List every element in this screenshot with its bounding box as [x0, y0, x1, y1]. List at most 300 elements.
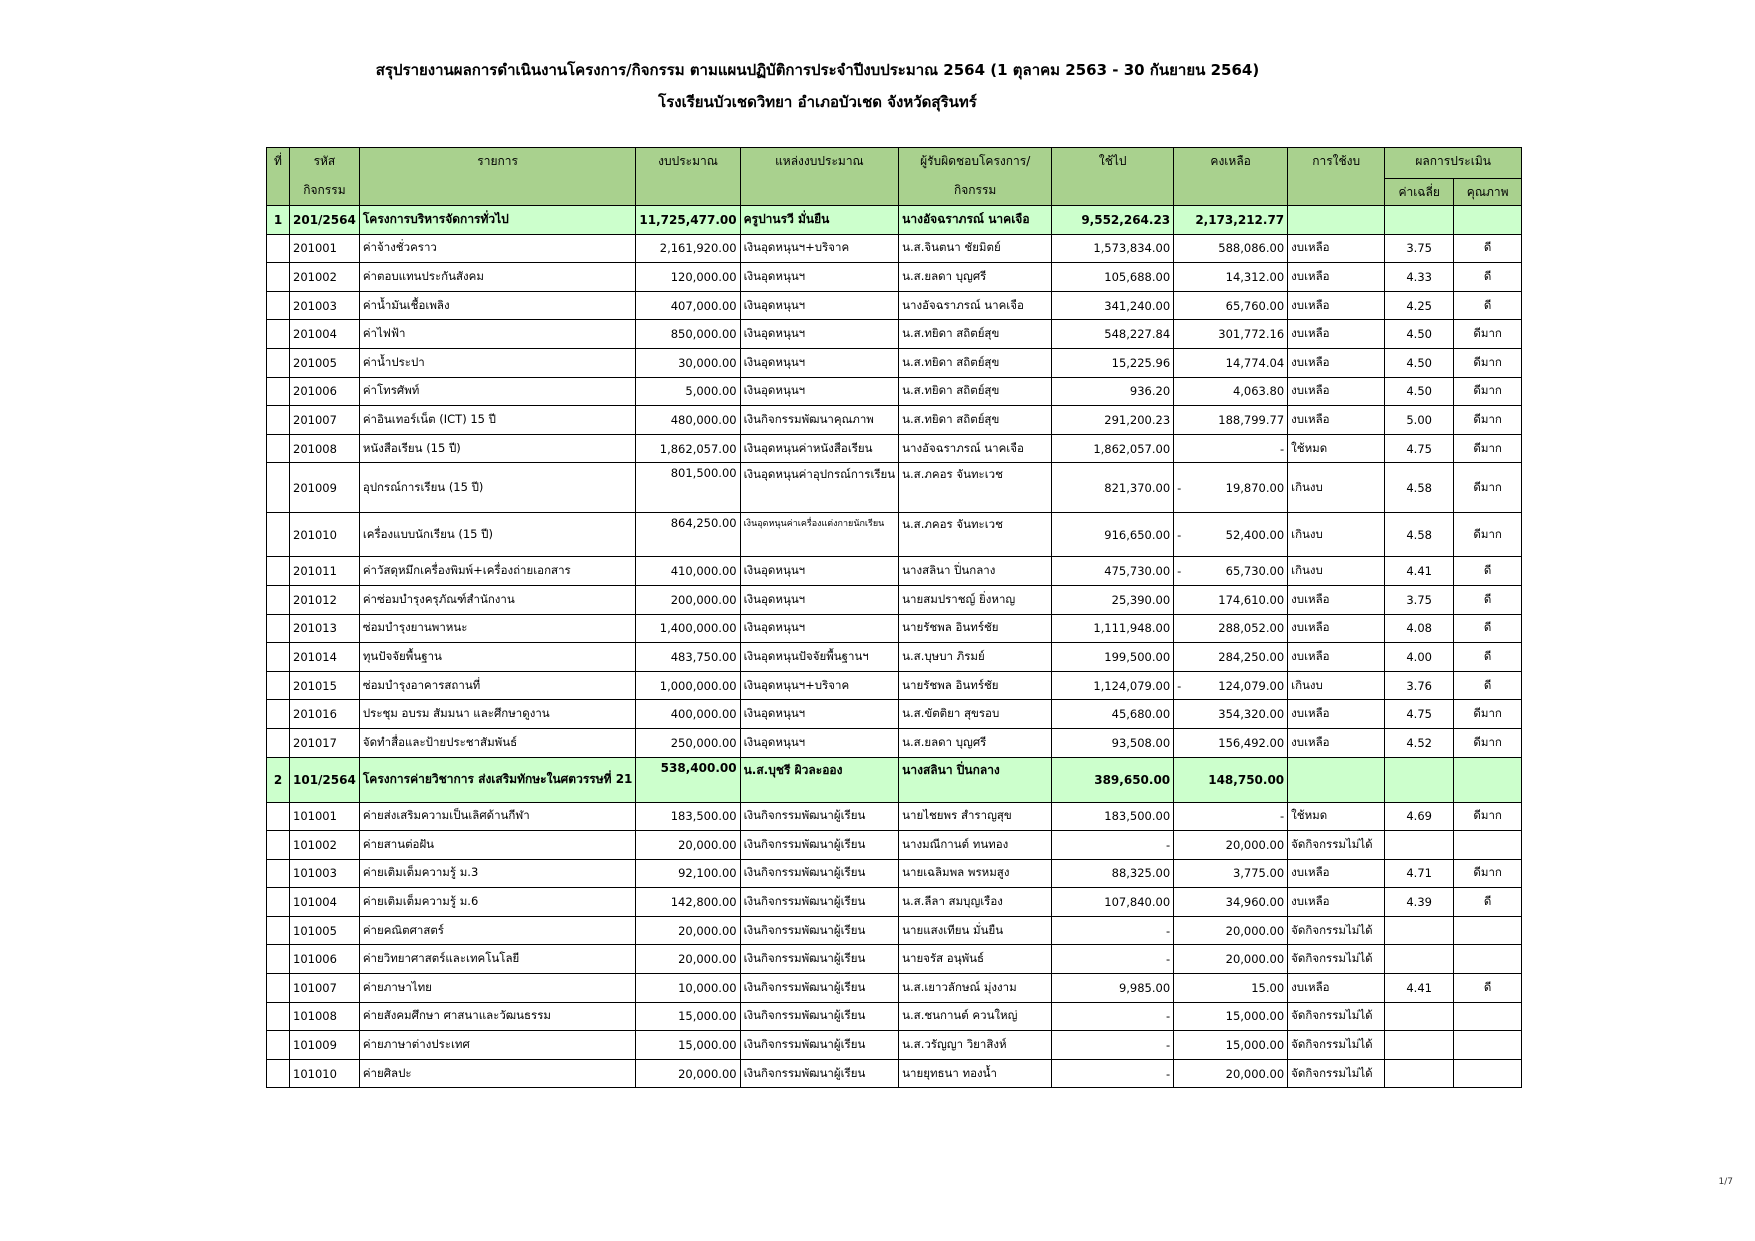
- table-row: [267, 831, 1522, 860]
- cell-budget: 801,500.00: [636, 463, 740, 513]
- cell-budget: 20,000.00: [636, 916, 740, 945]
- cell-quality: [1454, 1002, 1522, 1031]
- cell-item: เครื่องแบบนักเรียน (15 ปี): [359, 513, 636, 557]
- cell-source: เงินอุดหนุนฯ: [740, 263, 899, 292]
- table-row: [267, 234, 1522, 263]
- cell-spent: 88,325.00: [1052, 859, 1174, 888]
- cell-no: [267, 377, 290, 406]
- cell-no: [267, 888, 290, 917]
- cell-remain: 15,000.00: [1174, 1031, 1288, 1060]
- cell-item: อุปกรณ์การเรียน (15 ปี): [359, 463, 636, 513]
- cell-avg: [1385, 916, 1454, 945]
- cell-avg: 4.58: [1385, 463, 1454, 513]
- cell-usage: งบเหลือ: [1288, 643, 1385, 672]
- header-budget: งบประมาณ: [636, 148, 740, 206]
- cell-remain: 288,052.00: [1174, 614, 1288, 643]
- cell-item: ซ่อมบำรุงอาคารสถานที่: [359, 671, 636, 700]
- cell-usage: จัดกิจกรรมไม่ได้: [1288, 1031, 1385, 1060]
- cell-quality: [1454, 206, 1522, 235]
- cell-owner: นายแสงเทียน มั่นยืน: [899, 916, 1052, 945]
- cell-avg: 4.25: [1385, 291, 1454, 320]
- cell-budget: 15,000.00: [636, 1031, 740, 1060]
- cell-quality: ดีมาก: [1454, 348, 1522, 377]
- cell-remain: 188,799.77: [1174, 406, 1288, 435]
- cell-budget: 142,800.00: [636, 888, 740, 917]
- cell-budget: 864,250.00: [636, 513, 740, 557]
- cell-owner: น.ส.ชนกานต์ ควนใหญ่: [899, 1002, 1052, 1031]
- cell-no: [267, 557, 290, 586]
- cell-usage: งบเหลือ: [1288, 406, 1385, 435]
- cell-quality: ดี: [1454, 585, 1522, 614]
- cell-spent: 1,111,948.00: [1052, 614, 1174, 643]
- cell-spent: 199,500.00: [1052, 643, 1174, 672]
- cell-code: 201002: [290, 263, 360, 292]
- table-row: [267, 974, 1522, 1003]
- cell-source: เงินกิจกรรมพัฒนาผู้เรียน: [740, 945, 899, 974]
- cell-quality: ดี: [1454, 888, 1522, 917]
- cell-owner: นายเฉลิมพล พรหมสูง: [899, 859, 1052, 888]
- cell-remain: 3,775.00: [1174, 859, 1288, 888]
- cell-remain: 354,320.00: [1174, 700, 1288, 729]
- table-row: [267, 757, 1522, 802]
- cell-avg: 4.00: [1385, 643, 1454, 672]
- cell-source: เงินอุดหนุนค่าเครื่องแต่งกายนักเรียน: [740, 513, 899, 557]
- cell-source: เงินอุดหนุนปัจจัยพื้นฐานฯ: [740, 643, 899, 672]
- cell-item: ค่ายภาษาต่างประเทศ: [359, 1031, 636, 1060]
- cell-quality: [1454, 1059, 1522, 1088]
- cell-source: เงินอุดหนุนฯ: [740, 614, 899, 643]
- cell-quality: ดีมาก: [1454, 859, 1522, 888]
- cell-no: [267, 831, 290, 860]
- cell-code: 201011: [290, 557, 360, 586]
- cell-avg: 4.41: [1385, 974, 1454, 1003]
- cell-item: หนังสือเรียน (15 ปี): [359, 434, 636, 463]
- cell-no: [267, 671, 290, 700]
- cell-no: [267, 463, 290, 513]
- cell-quality: ดีมาก: [1454, 802, 1522, 831]
- cell-remain: 14,312.00: [1174, 263, 1288, 292]
- cell-code: 101005: [290, 916, 360, 945]
- header-source: แหล่งงบประมาณ: [740, 148, 899, 206]
- cell-avg: 5.00: [1385, 406, 1454, 435]
- header-no: ที่: [267, 148, 290, 206]
- project-report-table: [266, 147, 1522, 1088]
- cell-usage: จัดกิจกรรมไม่ได้: [1288, 916, 1385, 945]
- table-row: [267, 916, 1522, 945]
- cell-spent: 1,862,057.00: [1052, 434, 1174, 463]
- cell-spent: -: [1052, 916, 1174, 945]
- cell-code: 101006: [290, 945, 360, 974]
- cell-item: ค่าน้ำประปา: [359, 348, 636, 377]
- cell-usage: ใช้หมด: [1288, 434, 1385, 463]
- cell-remain: -: [1174, 802, 1288, 831]
- cell-usage: งบเหลือ: [1288, 888, 1385, 917]
- cell-no: [267, 263, 290, 292]
- cell-code: 201006: [290, 377, 360, 406]
- page-number: 1/7: [1718, 1177, 1733, 1187]
- cell-spent: 183,500.00: [1052, 802, 1174, 831]
- cell-avg: [1385, 1002, 1454, 1031]
- cell-budget: 183,500.00: [636, 802, 740, 831]
- cell-source: เงินอุดหนุนฯ+บริจาค: [740, 671, 899, 700]
- table-row: [267, 700, 1522, 729]
- cell-no: [267, 348, 290, 377]
- cell-budget: 20,000.00: [636, 831, 740, 860]
- cell-owner: นางสลินา ปิ่นกลาง: [899, 557, 1052, 586]
- cell-usage: จัดกิจกรรมไม่ได้: [1288, 945, 1385, 974]
- cell-owner: น.ส.ทยิดา สถิตย์สุข: [899, 406, 1052, 435]
- cell-budget: 850,000.00: [636, 320, 740, 349]
- cell-quality: [1454, 757, 1522, 802]
- cell-spent: 548,227.84: [1052, 320, 1174, 349]
- cell-code: 101004: [290, 888, 360, 917]
- cell-code: 201013: [290, 614, 360, 643]
- cell-no: [267, 945, 290, 974]
- cell-avg: 3.75: [1385, 234, 1454, 263]
- cell-code: 201010: [290, 513, 360, 557]
- cell-usage: งบเหลือ: [1288, 728, 1385, 757]
- cell-spent: 107,840.00: [1052, 888, 1174, 917]
- cell-quality: ดี: [1454, 234, 1522, 263]
- cell-owner: น.ส.ภคอร จันทะเวช: [899, 463, 1052, 513]
- cell-code: 201008: [290, 434, 360, 463]
- cell-quality: ดีมาก: [1454, 700, 1522, 729]
- school-name: โรงเรียนบัวเชดวิทยา อำเภอบัวเชด จังหวัดสุรินทร์: [658, 93, 977, 111]
- cell-code: 201015: [290, 671, 360, 700]
- cell-item: โครงการค่ายวิชาการ ส่งเสริมทักษะในศตวรรษที่ 21: [359, 757, 636, 802]
- cell-remain: 20,000.00: [1174, 945, 1288, 974]
- cell-item: ค่าไฟฟ้า: [359, 320, 636, 349]
- cell-quality: [1454, 945, 1522, 974]
- cell-owner: น.ส.ทยิดา สถิตย์สุข: [899, 377, 1052, 406]
- cell-avg: [1385, 831, 1454, 860]
- cell-spent: 45,680.00: [1052, 700, 1174, 729]
- negative-sign: -: [1177, 527, 1182, 542]
- cell-remain: 15.00: [1174, 974, 1288, 1003]
- negative-sign: -: [1177, 564, 1182, 579]
- cell-source: เงินกิจกรรมพัฒนาผู้เรียน: [740, 974, 899, 1003]
- cell-no: [267, 859, 290, 888]
- cell-remain: - 124,079.00: [1174, 671, 1288, 700]
- cell-source: เงินอุดหนุนค่าอุปกรณ์การเรียน: [740, 463, 899, 513]
- cell-owner: น.ส.เยาวลักษณ์ มุ่งงาม: [899, 974, 1052, 1003]
- header-eval: ผลการประเมิน: [1385, 148, 1522, 179]
- cell-quality: ดีมาก: [1454, 463, 1522, 513]
- cell-remain: - 19,870.00: [1174, 463, 1288, 513]
- cell-source: เงินกิจกรรมพัฒนาผู้เรียน: [740, 888, 899, 917]
- table-row: [267, 643, 1522, 672]
- cell-spent: 821,370.00: [1052, 463, 1174, 513]
- cell-item: ทุนปัจจัยพื้นฐาน: [359, 643, 636, 672]
- cell-remain: 14,774.04: [1174, 348, 1288, 377]
- cell-quality: ดี: [1454, 291, 1522, 320]
- cell-spent: 341,240.00: [1052, 291, 1174, 320]
- table-body: [267, 206, 1522, 1088]
- cell-usage: [1288, 206, 1385, 235]
- cell-usage: เกินงบ: [1288, 463, 1385, 513]
- negative-sign: -: [1177, 678, 1182, 693]
- cell-avg: 4.50: [1385, 320, 1454, 349]
- cell-item: ค่ายเติมเต็มความรู้ ม.6: [359, 888, 636, 917]
- cell-item: จัดทำสื่อและป้ายประชาสัมพันธ์: [359, 728, 636, 757]
- cell-spent: -: [1052, 1002, 1174, 1031]
- cell-code: 201012: [290, 585, 360, 614]
- cell-source: เงินอุดหนุนฯ: [740, 377, 899, 406]
- cell-budget: 120,000.00: [636, 263, 740, 292]
- cell-item: ประชุม อบรม สัมมนา และศึกษาดูงาน: [359, 700, 636, 729]
- cell-no: [267, 643, 290, 672]
- cell-budget: 92,100.00: [636, 859, 740, 888]
- cell-owner: นางอัจฉราภรณ์ นาคเจือ: [899, 291, 1052, 320]
- cell-spent: -: [1052, 831, 1174, 860]
- cell-avg: 3.75: [1385, 585, 1454, 614]
- cell-budget: 250,000.00: [636, 728, 740, 757]
- cell-source: เงินอุดหนุนค่าหนังสือเรียน: [740, 434, 899, 463]
- cell-remain: 588,086.00: [1174, 234, 1288, 263]
- cell-remain: 20,000.00: [1174, 916, 1288, 945]
- table-row: [267, 206, 1522, 235]
- cell-item: ค่าซ่อมบำรุงครุภัณฑ์สำนักงาน: [359, 585, 636, 614]
- cell-usage: งบเหลือ: [1288, 320, 1385, 349]
- cell-owner: นายจรัส อนุพันธ์: [899, 945, 1052, 974]
- cell-avg: 3.76: [1385, 671, 1454, 700]
- cell-usage: เกินงบ: [1288, 671, 1385, 700]
- cell-usage: งบเหลือ: [1288, 614, 1385, 643]
- cell-code: 201003: [290, 291, 360, 320]
- cell-owner: นายรัชพล อินทร์ชัย: [899, 614, 1052, 643]
- table-row: [267, 802, 1522, 831]
- cell-quality: ดีมาก: [1454, 728, 1522, 757]
- cell-budget: 20,000.00: [636, 1059, 740, 1088]
- cell-spent: 105,688.00: [1052, 263, 1174, 292]
- cell-spent: -: [1052, 1059, 1174, 1088]
- cell-code: 101007: [290, 974, 360, 1003]
- cell-spent: 475,730.00: [1052, 557, 1174, 586]
- cell-avg: 4.41: [1385, 557, 1454, 586]
- cell-usage: งบเหลือ: [1288, 585, 1385, 614]
- cell-budget: 20,000.00: [636, 945, 740, 974]
- cell-spent: -: [1052, 1031, 1174, 1060]
- cell-no: [267, 700, 290, 729]
- cell-code: 101001: [290, 802, 360, 831]
- cell-no: [267, 585, 290, 614]
- cell-source: เงินอุดหนุนฯ: [740, 585, 899, 614]
- cell-source: เงินอุดหนุนฯ+บริจาค: [740, 234, 899, 263]
- cell-budget: 2,161,920.00: [636, 234, 740, 263]
- cell-code: 101/2564: [290, 757, 360, 802]
- cell-avg: 4.52: [1385, 728, 1454, 757]
- cell-quality: ดีมาก: [1454, 377, 1522, 406]
- cell-code: 101002: [290, 831, 360, 860]
- header-spent: ใช้ไป: [1052, 148, 1174, 206]
- cell-usage: จัดกิจกรรมไม่ได้: [1288, 831, 1385, 860]
- cell-usage: เกินงบ: [1288, 557, 1385, 586]
- table-row: [267, 348, 1522, 377]
- cell-avg: [1385, 757, 1454, 802]
- cell-code: 101009: [290, 1031, 360, 1060]
- cell-avg: [1385, 945, 1454, 974]
- cell-spent: 25,390.00: [1052, 585, 1174, 614]
- cell-owner: นางมณีกานต์ ทนทอง: [899, 831, 1052, 860]
- cell-owner: น.ส.ขัตติยา สุขรอบ: [899, 700, 1052, 729]
- cell-owner: นางสลินา ปิ่นกลาง: [899, 757, 1052, 802]
- table-row: [267, 585, 1522, 614]
- cell-budget: 5,000.00: [636, 377, 740, 406]
- cell-source: เงินกิจกรรมพัฒนาคุณภาพ: [740, 406, 899, 435]
- cell-source: เงินอุดหนุนฯ: [740, 700, 899, 729]
- cell-quality: ดี: [1454, 263, 1522, 292]
- cell-code: 201016: [290, 700, 360, 729]
- cell-item: ค่าจ้างชั่วคราว: [359, 234, 636, 263]
- cell-quality: ดี: [1454, 557, 1522, 586]
- cell-code: 201/2564: [290, 206, 360, 235]
- table-row: [267, 557, 1522, 586]
- cell-spent: 389,650.00: [1052, 757, 1174, 802]
- cell-quality: ดีมาก: [1454, 434, 1522, 463]
- cell-usage: งบเหลือ: [1288, 859, 1385, 888]
- header-avg: ค่าเฉลี่ย: [1385, 179, 1454, 206]
- cell-item: ค่าอินเทอร์เน็ต (ICT) 15 ปี: [359, 406, 636, 435]
- cell-code: 201007: [290, 406, 360, 435]
- cell-item: ค่ายคณิตศาสตร์: [359, 916, 636, 945]
- cell-owner: น.ส.ภคอร จันทะเวช: [899, 513, 1052, 557]
- cell-no: [267, 614, 290, 643]
- cell-source: เงินกิจกรรมพัฒนาผู้เรียน: [740, 802, 899, 831]
- cell-quality: ดีมาก: [1454, 320, 1522, 349]
- cell-source: เงินอุดหนุนฯ: [740, 348, 899, 377]
- header-quality: คุณภาพ: [1454, 179, 1522, 206]
- cell-avg: 4.50: [1385, 348, 1454, 377]
- cell-no: 2: [267, 757, 290, 802]
- cell-code: 201014: [290, 643, 360, 672]
- cell-item: ค่ายสานต่อฝัน: [359, 831, 636, 860]
- cell-quality: ดี: [1454, 614, 1522, 643]
- cell-avg: [1385, 206, 1454, 235]
- table-row: [267, 463, 1522, 513]
- cell-usage: เกินงบ: [1288, 513, 1385, 557]
- cell-budget: 1,400,000.00: [636, 614, 740, 643]
- cell-no: [267, 406, 290, 435]
- cell-no: [267, 234, 290, 263]
- cell-owner: น.ส.ทยิดา สถิตย์สุข: [899, 320, 1052, 349]
- cell-source: เงินกิจกรรมพัฒนาผู้เรียน: [740, 1002, 899, 1031]
- table-row: [267, 671, 1522, 700]
- cell-no: [267, 1002, 290, 1031]
- cell-no: [267, 320, 290, 349]
- cell-avg: 4.39: [1385, 888, 1454, 917]
- table-row: [267, 406, 1522, 435]
- table-row: [267, 614, 1522, 643]
- cell-budget: 400,000.00: [636, 700, 740, 729]
- cell-source: เงินอุดหนุนฯ: [740, 291, 899, 320]
- cell-avg: [1385, 1059, 1454, 1088]
- cell-source: เงินกิจกรรมพัฒนาผู้เรียน: [740, 859, 899, 888]
- cell-item: ค่ายสังคมศึกษา ศาสนาและวัฒนธรรม: [359, 1002, 636, 1031]
- cell-item: ค่าโทรศัพท์: [359, 377, 636, 406]
- negative-sign: -: [1177, 480, 1182, 495]
- table-row: [267, 320, 1522, 349]
- cell-source: เงินอุดหนุนฯ: [740, 557, 899, 586]
- table-row: [267, 945, 1522, 974]
- cell-item: โครงการบริหารจัดการทั่วไป: [359, 206, 636, 235]
- cell-code: 101003: [290, 859, 360, 888]
- cell-spent: 93,508.00: [1052, 728, 1174, 757]
- cell-owner: น.ส.ลีลา สมบุญเรือง: [899, 888, 1052, 917]
- cell-spent: 1,124,079.00: [1052, 671, 1174, 700]
- cell-item: ค่าน้ำมันเชื้อเพลิง: [359, 291, 636, 320]
- table-row: [267, 859, 1522, 888]
- table-row: [267, 1059, 1522, 1088]
- table-row: [267, 513, 1522, 557]
- cell-no: [267, 728, 290, 757]
- cell-avg: 4.71: [1385, 859, 1454, 888]
- cell-item: ค่าตอบแทนประกันสังคม: [359, 263, 636, 292]
- table-row: [267, 728, 1522, 757]
- cell-quality: ดี: [1454, 643, 1522, 672]
- cell-remain: 20,000.00: [1174, 831, 1288, 860]
- header-owner: ผู้รับผิดชอบโครงการ/ กิจกรรม: [899, 148, 1052, 206]
- table-row: [267, 434, 1522, 463]
- cell-remain: 301,772.16: [1174, 320, 1288, 349]
- cell-code: 201017: [290, 728, 360, 757]
- cell-quality: ดี: [1454, 671, 1522, 700]
- cell-remain: 34,960.00: [1174, 888, 1288, 917]
- cell-remain: 65,760.00: [1174, 291, 1288, 320]
- cell-item: ค่ายวิทยาศาสตร์และเทคโนโลยี: [359, 945, 636, 974]
- cell-usage: งบเหลือ: [1288, 700, 1385, 729]
- cell-remain: 20,000.00: [1174, 1059, 1288, 1088]
- cell-usage: งบเหลือ: [1288, 291, 1385, 320]
- cell-usage: ใช้หมด: [1288, 802, 1385, 831]
- cell-owner: น.ส.จินตนา ชัยมิตย์: [899, 234, 1052, 263]
- cell-no: [267, 513, 290, 557]
- cell-usage: งบเหลือ: [1288, 263, 1385, 292]
- cell-source: เงินกิจกรรมพัฒนาผู้เรียน: [740, 831, 899, 860]
- cell-usage: [1288, 757, 1385, 802]
- cell-owner: น.ส.วรัญญา วิยาสิงห์: [899, 1031, 1052, 1060]
- cell-quality: ดีมาก: [1454, 406, 1522, 435]
- cell-remain: - 52,400.00: [1174, 513, 1288, 557]
- cell-remain: 15,000.00: [1174, 1002, 1288, 1031]
- report-title: สรุปรายงานผลการดำเนินงานโครงการ/กิจกรรม ตามแผนปฏิบัติการประจำปีงบประมาณ 2564 (1 ตุลาคม 2563 - 30 กันยายน 2564): [375, 61, 1260, 79]
- cell-avg: 4.08: [1385, 614, 1454, 643]
- table-row: [267, 377, 1522, 406]
- cell-code: 201005: [290, 348, 360, 377]
- cell-remain: 148,750.00: [1174, 757, 1288, 802]
- cell-source: เงินกิจกรรมพัฒนาผู้เรียน: [740, 1031, 899, 1060]
- cell-budget: 11,725,477.00: [636, 206, 740, 235]
- cell-spent: 9,985.00: [1052, 974, 1174, 1003]
- cell-usage: จัดกิจกรรมไม่ได้: [1288, 1002, 1385, 1031]
- cell-usage: งบเหลือ: [1288, 348, 1385, 377]
- cell-budget: 1,862,057.00: [636, 434, 740, 463]
- cell-source: เงินอุดหนุนฯ: [740, 728, 899, 757]
- cell-budget: 15,000.00: [636, 1002, 740, 1031]
- cell-code: 101008: [290, 1002, 360, 1031]
- cell-avg: [1385, 1031, 1454, 1060]
- table-row: [267, 1031, 1522, 1060]
- cell-spent: 916,650.00: [1052, 513, 1174, 557]
- cell-remain: 2,173,212.77: [1174, 206, 1288, 235]
- cell-code: 201001: [290, 234, 360, 263]
- table-row: [267, 291, 1522, 320]
- cell-no: [267, 1059, 290, 1088]
- cell-budget: 480,000.00: [636, 406, 740, 435]
- cell-owner: นายรัชพล อินทร์ชัย: [899, 671, 1052, 700]
- cell-owner: นางอัจฉราภรณ์ นาคเจือ: [899, 434, 1052, 463]
- cell-quality: [1454, 916, 1522, 945]
- cell-usage: งบเหลือ: [1288, 234, 1385, 263]
